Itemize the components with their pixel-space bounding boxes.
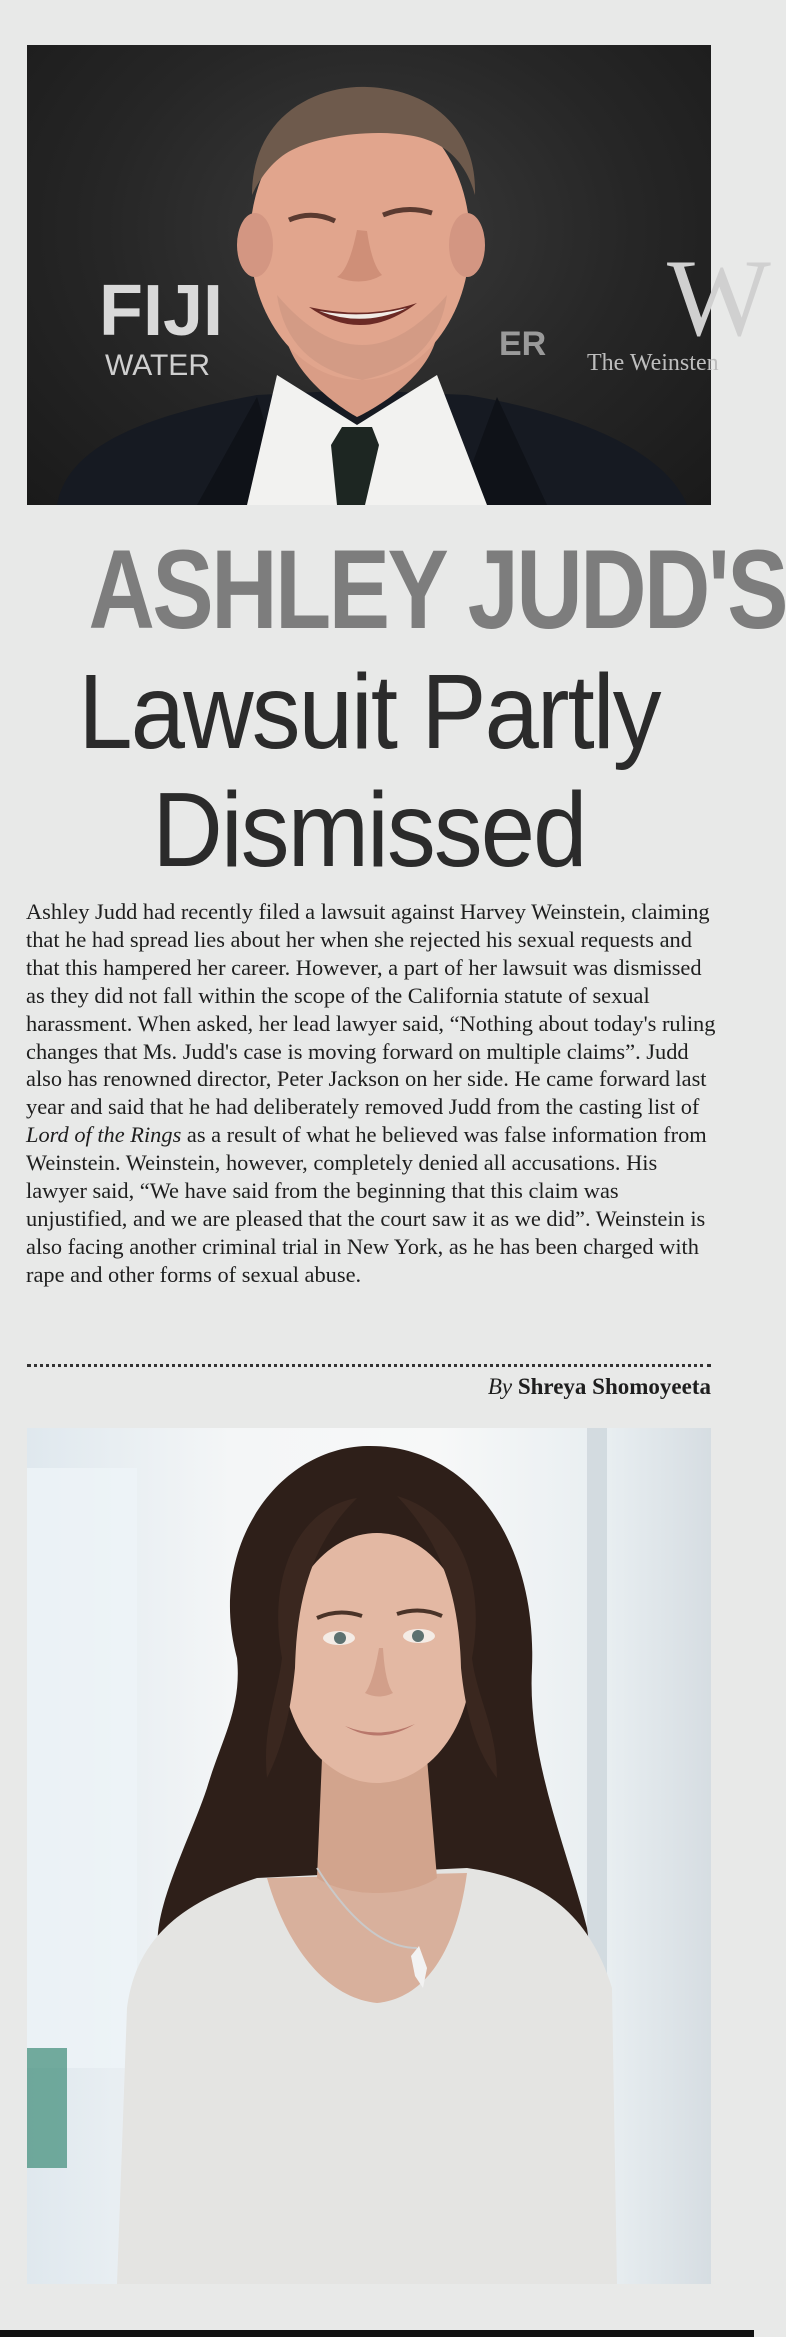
window-light-left (27, 1468, 137, 2068)
backdrop-logo-water: WATER (105, 349, 210, 382)
ear-left (237, 213, 273, 277)
backdrop-text-mid: ER (499, 325, 547, 363)
byline (488, 1374, 711, 1400)
dotted-divider (27, 1364, 711, 1367)
top-photo (27, 45, 771, 505)
headline-primary: ASHLEY JUDD'S (88, 527, 786, 652)
bottom-photo (27, 1428, 711, 2284)
backdrop-logo-w: W (667, 237, 771, 359)
headline-secondary: Lawsuit Partly Dismissed (78, 653, 660, 889)
article-body-part-1: Ashley Judd had recently filed a lawsuit against Harvey Weinstein, claiming that he had spread lies about her when she rejected his sexual requests and that this hampered her career. However, a part of her lawsuit was dismissed as they did not fall within the scope of the California statute of sexual harassment. When asked, her lead lawyer said, “Nothing about today's ruling changes that Ms. Judd's case is moving forward on multiple claims”. Judd also has renowned director, Peter Jackson on her side. He came forward last year and said that he had deliberately removed Judd from the casting list of (26, 899, 716, 1120)
ear-right (449, 213, 485, 277)
article-body-part-2: as a result of what he believed was false information from Weinstein. Weinstein, however, completely denied all accusations. His lawyer said, “We have said from the beginning that this claim was unjustified, and we are pleased that the court saw it as we did”. Weinstein is also facing another criminal trial in New York, as he has been charged with rape and other forms of sexual abuse. (26, 1122, 707, 1287)
page-bottom-border (0, 2330, 754, 2337)
backdrop-logo-fiji: FIJI (99, 271, 224, 351)
plant-green (27, 2048, 67, 2168)
backdrop-text-right: The Weinsten (587, 350, 719, 376)
iris-right (412, 1630, 424, 1642)
film-title: Lord of the Rings (26, 1122, 182, 1148)
byline-prefix: By (487, 1374, 513, 1399)
iris-left (334, 1632, 346, 1644)
article-body (26, 898, 716, 1289)
byline-author: Shreya Shomoyeeta (517, 1374, 711, 1399)
